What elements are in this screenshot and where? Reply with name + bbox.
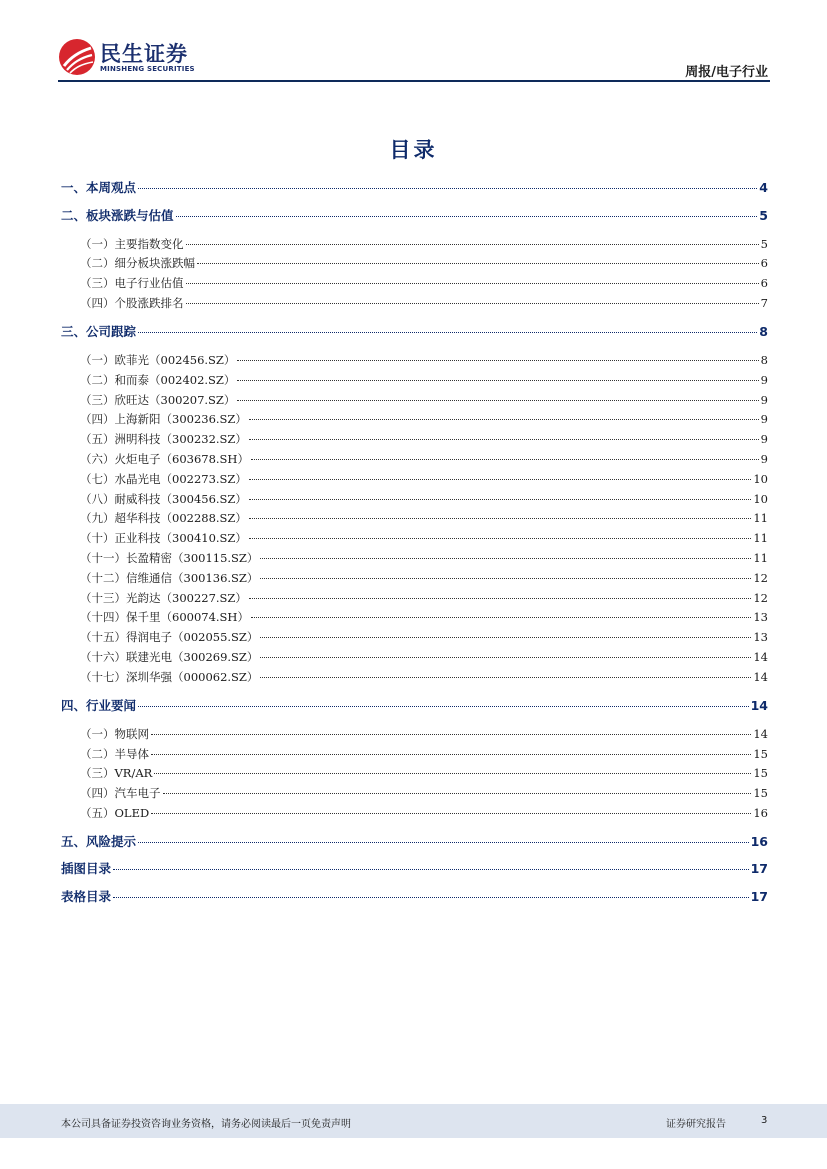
toc-entry-page-number: 16 (753, 805, 768, 820)
toc-entry-page-number: 14 (753, 649, 768, 664)
toc-entry-title: （十二）信维通信（300136.SZ） (80, 570, 259, 585)
toc-entry-page-number: 8 (760, 352, 768, 367)
toc-dot-leader (176, 215, 758, 217)
page-footer (0, 1104, 827, 1138)
toc-entry-page-number: 11 (753, 511, 768, 526)
toc-dot-leader (260, 676, 751, 678)
toc-section-entry[interactable] (61, 696, 768, 716)
toc-dot-leader (249, 597, 751, 599)
toc-entry-title: （一）主要指数变化 (80, 236, 184, 251)
toc-entry-page-number: 7 (760, 295, 768, 310)
toc-section-entry[interactable] (61, 832, 768, 852)
toc-entry-page-number: 6 (760, 256, 768, 271)
toc-entry-page-number: 16 (750, 833, 768, 849)
toc-dot-leader (113, 896, 749, 898)
toc-dot-leader (138, 187, 757, 189)
toc-dot-leader (154, 772, 751, 774)
toc-entry-title: （一）物联网 (80, 726, 149, 741)
toc-entry-page-number: 9 (760, 412, 768, 427)
company-logo (58, 36, 218, 78)
toc-dot-leader (151, 812, 751, 814)
report-type-label: 周报/电子行业 (685, 65, 768, 80)
toc-entry-title: （十）正业科技（300410.SZ） (80, 531, 247, 546)
toc-entry-page-number: 13 (753, 630, 768, 645)
logo-chinese-name: 民生证券 (100, 42, 188, 66)
toc-dot-leader (249, 517, 751, 519)
toc-entry-title: （十一）长盈精密（300115.SZ） (80, 550, 259, 565)
toc-subsection-entry[interactable] (80, 469, 768, 489)
toc-subsection-entry[interactable] (80, 647, 768, 667)
toc-entry-page-number: 17 (750, 861, 768, 877)
toc-subsection-entry[interactable] (80, 528, 768, 548)
toc-section-entry[interactable] (61, 859, 768, 879)
toc-entry-title: 二、板块涨跌与估值 (61, 207, 174, 223)
toc-entry-title: （六）火炬电子（603678.SH） (80, 451, 249, 466)
toc-entry-title: （五）OLED (80, 805, 150, 820)
toc-dot-leader (260, 636, 751, 638)
toc-entry-title: （二）和而泰（002402.SZ） (80, 372, 236, 387)
toc-dot-leader (237, 359, 758, 361)
page-header (58, 36, 770, 82)
toc-subsection-entry[interactable] (80, 588, 768, 608)
toc-entry-title: （十七）深圳华强（000062.SZ） (80, 669, 259, 684)
toc-dot-leader (249, 418, 759, 420)
footer-doc-type: 证券研究报告 (666, 1119, 726, 1130)
toc-subsection-entry[interactable] (80, 253, 768, 273)
toc-dot-leader (249, 478, 751, 480)
toc-subsection-entry[interactable] (80, 449, 768, 469)
footer-disclaimer: 本公司具备证券投资咨询业务资格，请务必阅读最后一页免责声明 (61, 1119, 351, 1130)
toc-entry-title: 表格目录 (61, 888, 112, 904)
toc-entry-page-number: 14 (750, 697, 768, 713)
toc-entry-page-number: 14 (753, 726, 768, 741)
toc-section-entry[interactable] (61, 206, 768, 226)
toc-entry-title: （十四）保千里（600074.SH） (80, 610, 249, 625)
toc-entry-title: （四）上海新阳（300236.SZ） (80, 412, 247, 427)
toc-subsection-entry[interactable] (80, 724, 768, 744)
toc-dot-leader (251, 458, 759, 460)
toc-entry-page-number: 8 (759, 323, 768, 339)
toc-entry-title: （三）电子行业估值 (80, 276, 184, 291)
toc-section-entry[interactable] (61, 178, 768, 198)
toc-entry-title: （十五）得润电子（002055.SZ） (80, 630, 259, 645)
toc-subsection-entry[interactable] (80, 350, 768, 370)
toc-dot-leader (197, 262, 759, 264)
toc-subsection-entry[interactable] (80, 429, 768, 449)
toc-entry-title: （三）欣旺达（300207.SZ） (80, 392, 236, 407)
toc-dot-leader (249, 498, 751, 500)
toc-dot-leader (151, 753, 751, 755)
toc-entry-title: 五、风险提示 (61, 833, 137, 849)
toc-subsection-entry[interactable] (80, 409, 768, 429)
toc-title: 目录 (389, 138, 438, 162)
toc-entry-page-number: 9 (760, 372, 768, 387)
toc-entry-page-number: 9 (760, 392, 768, 407)
toc-dot-leader (151, 733, 751, 735)
toc-entry-page-number: 5 (760, 236, 768, 251)
toc-entry-title: （二）细分板块涨跌幅 (80, 256, 195, 271)
toc-subsection-entry[interactable] (80, 370, 768, 390)
toc-section-entry[interactable] (61, 887, 768, 907)
toc-dot-leader (186, 302, 759, 304)
toc-subsection-entry[interactable] (80, 293, 768, 313)
toc-dot-leader (251, 616, 751, 618)
toc-subsection-entry[interactable] (80, 744, 768, 764)
toc-subsection-entry[interactable] (80, 548, 768, 568)
toc-entry-page-number: 14 (753, 669, 768, 684)
toc-subsection-entry[interactable] (80, 489, 768, 509)
toc-entry-page-number: 6 (760, 276, 768, 291)
toc-dot-leader (186, 243, 759, 245)
toc-entry-page-number: 15 (753, 786, 768, 801)
minsheng-logo-icon (58, 38, 96, 76)
toc-dot-leader (138, 841, 749, 843)
toc-dot-leader (163, 792, 752, 794)
toc-entry-page-number: 17 (750, 888, 768, 904)
toc-entry-title: （四）个股涨跌排名 (80, 295, 184, 310)
toc-dot-leader (249, 438, 759, 440)
toc-entry-title: （二）半导体 (80, 746, 149, 761)
toc-entry-title: 四、行业要闻 (61, 697, 137, 713)
toc-subsection-entry[interactable] (80, 803, 768, 823)
toc-subsection-entry[interactable] (80, 390, 768, 410)
toc-subsection-entry[interactable] (80, 783, 768, 803)
toc-entry-page-number: 15 (753, 766, 768, 781)
footer-page-number: 3 (761, 1115, 768, 1126)
toc-entry-title: （四）汽车电子 (80, 786, 161, 801)
logo-english-name: MINSHENG SECURITIES (100, 65, 195, 73)
toc-entry-page-number: 13 (753, 610, 768, 625)
toc-entry-title: （七）水晶光电（002273.SZ） (80, 471, 247, 486)
toc-entry-page-number: 15 (753, 746, 768, 761)
toc-entry-page-number: 11 (753, 550, 768, 565)
toc-subsection-entry[interactable] (80, 568, 768, 588)
toc-entry-page-number: 5 (759, 207, 768, 223)
toc-subsection-entry[interactable] (80, 667, 768, 687)
toc-dot-leader (113, 868, 749, 870)
toc-subsection-entry[interactable] (80, 234, 768, 254)
toc-entry-page-number: 9 (760, 432, 768, 447)
toc-subsection-entry[interactable] (80, 273, 768, 293)
toc-entry-page-number: 11 (753, 531, 768, 546)
toc-entry-title: 三、公司跟踪 (61, 323, 137, 339)
toc-entry-title: （五）洲明科技（300232.SZ） (80, 432, 247, 447)
toc-dot-leader (260, 577, 751, 579)
toc-dot-leader (237, 399, 758, 401)
toc-dot-leader (237, 379, 758, 381)
toc-entry-title: 插图目录 (61, 861, 112, 877)
toc-dot-leader (138, 705, 749, 707)
toc-entry-title: （八）耐威科技（300456.SZ） (80, 491, 247, 506)
toc-entry-title: （九）超华科技（002288.SZ） (80, 511, 247, 526)
toc-subsection-entry[interactable] (80, 627, 768, 647)
toc-dot-leader (249, 537, 751, 539)
toc-entry-title: （三）VR/AR (80, 766, 153, 781)
toc-dot-leader (138, 331, 757, 333)
toc-section-entry[interactable] (61, 322, 768, 342)
toc-dot-leader (186, 282, 759, 284)
toc-dot-leader (260, 656, 751, 658)
toc-entry-title: （十三）光韵达（300227.SZ） (80, 590, 247, 605)
toc-entry-page-number: 12 (753, 570, 768, 585)
toc-entry-page-number: 10 (753, 471, 768, 486)
toc-dot-leader (260, 557, 751, 559)
toc-subsection-entry[interactable] (80, 763, 768, 783)
toc-subsection-entry[interactable] (80, 508, 768, 528)
toc-subsection-entry[interactable] (80, 607, 768, 627)
toc-entry-page-number: 10 (753, 491, 768, 506)
toc-entry-title: （十六）联建光电（300269.SZ） (80, 649, 259, 664)
toc-entry-title: 一、本周观点 (61, 180, 137, 195)
toc-entry-page-number: 12 (753, 590, 768, 605)
toc-entry-page-number: 4 (759, 180, 768, 195)
toc-entry-page-number: 9 (760, 451, 768, 466)
toc-entry-title: （一）欧菲光（002456.SZ） (80, 352, 236, 367)
